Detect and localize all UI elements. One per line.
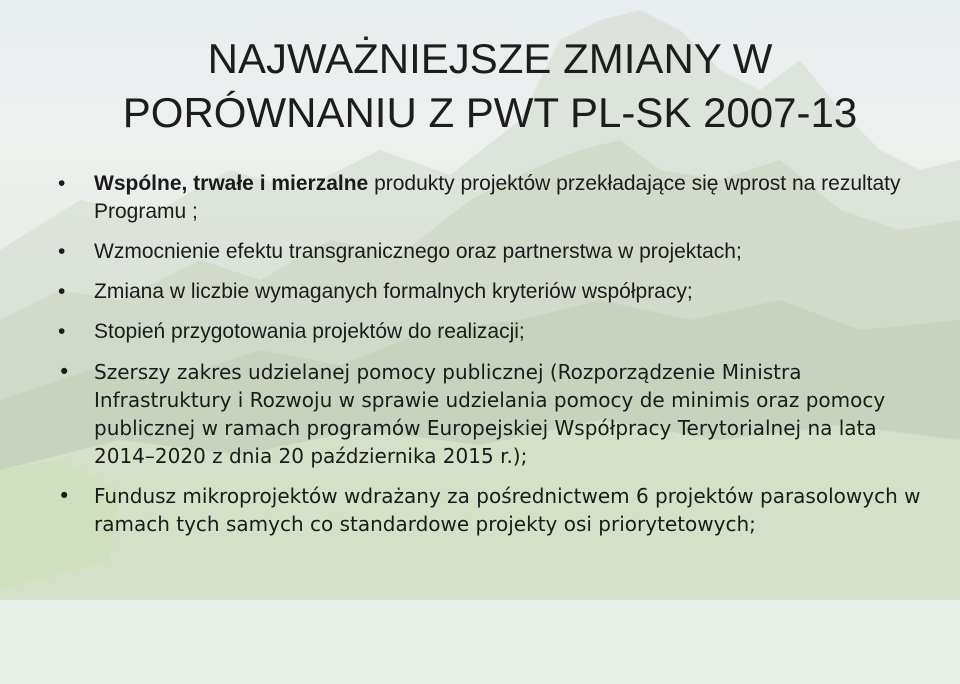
slide-title [60,32,920,140]
list-item [56,170,936,226]
bullet-dot: • [58,484,71,508]
title-line-1: NAJWAŻNIEJSZE ZMIANY W [207,35,773,82]
list-item [56,238,936,266]
list-item [56,482,936,538]
bullet-bold-text: Wspólne, trwałe i mierzalne [94,172,369,195]
bullet-dot: • [58,360,71,384]
title-line-2: PORÓWNANIU Z PWT PL-SK 2007-13 [122,89,858,136]
bullet-dot: • [58,240,66,263]
list-item [56,278,936,306]
bullet-text: Stopień przygotowania projektów do realizacji; [94,320,525,343]
bullet-text: Fundusz mikroprojektów wdrażany za pośrednictwem 6 projektów parasolowych w ramach tych samych co standardowe projekty osi priorytetowych; [94,484,921,536]
bullet-dot: • [58,320,66,343]
bullet-dot: • [58,172,66,195]
bullet-list [56,170,936,550]
bullet-dot: • [58,280,66,303]
list-item [56,318,936,346]
bullet-text: produkty projektów przekładające się wprost na rezultaty Programu ; [94,172,901,223]
bullet-text: Wzmocnienie efektu transgranicznego oraz partnerstwa w projektach; [94,240,742,263]
bullet-text: Zmiana w liczbie wymaganych formalnych kryteriów współpracy; [94,280,693,303]
list-item [56,358,936,470]
bullet-text: Szerszy zakres udzielanej pomocy publicznej (Rozporządzenie Ministra Infrastruktury i Rozwoju w sprawie udzielania pomocy de minimis oraz pomocy publicznej w ramach programów Europejskiej Współpracy Terytorialnej na lata 2014–2020 z dnia 20 października 2015 r.); [94,360,886,468]
